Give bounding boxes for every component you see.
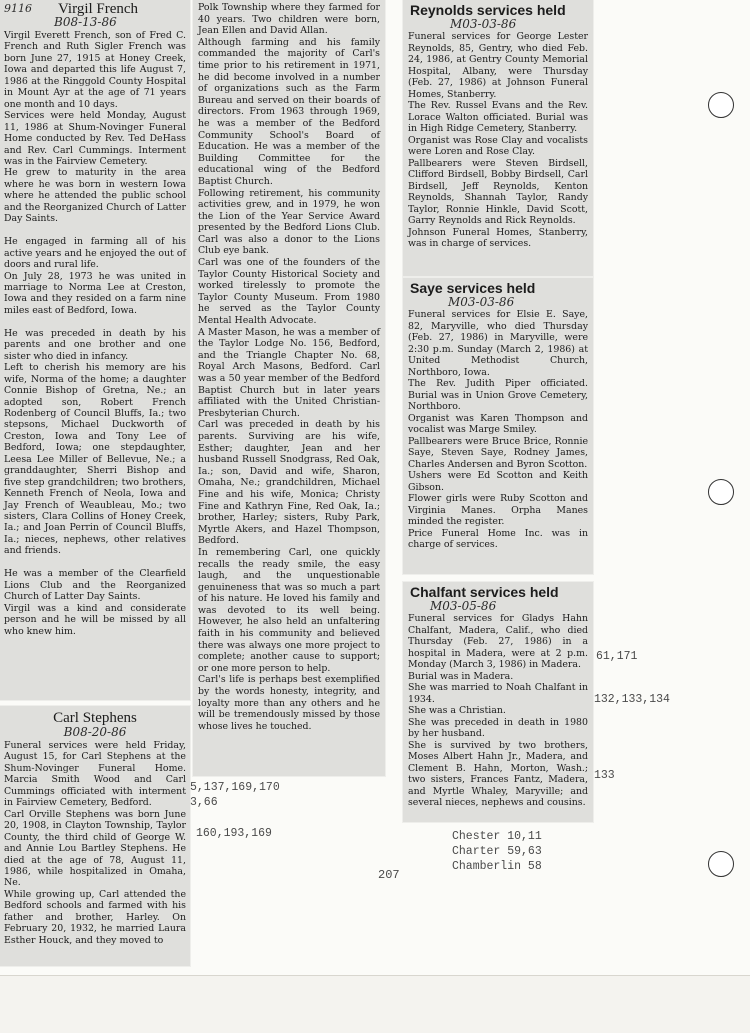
punch-hole xyxy=(708,479,734,505)
obituary-title: Reynolds services held xyxy=(410,2,566,18)
clipping-virgil-french xyxy=(0,0,190,700)
index-note: 3,66 xyxy=(190,796,218,809)
obituary-title: Saye services held xyxy=(410,280,536,296)
punch-hole xyxy=(708,851,734,877)
obituary-title: Virgil French xyxy=(58,1,139,17)
page-number: 207 xyxy=(378,868,400,882)
clipping-reynolds xyxy=(403,0,593,276)
obituary-title: Chalfant services held xyxy=(410,584,559,600)
clipping-date-note: B08-13-86 xyxy=(54,15,117,29)
index-note: 132,133,134 xyxy=(594,693,670,706)
index-note: 160,193,169 xyxy=(196,827,272,840)
obituary-text: Funeral services for Gladys Hahn Chalfant, Madera, Calif., who died Thursday (Feb. 27, 1986) in a hospital in Madera, were at 2 p.m. Monday (March 3, 1986) in Madera. Burial was in Madera. She was married to Noah Chalfant in 1934. She was a Christian. She was preceded in death in 1980 by her husband. She is survived by two brothers, Moses Albert Hahn Jr., Madera, and Clement B. Hahn, Morton, Wash.; two sisters, Frances Fantz, Madera, and Myrtle Whaley, Maryville; and several nieces, nephews and cousins. xyxy=(408,613,588,808)
clipping-date-note: M03-03-86 xyxy=(450,17,517,31)
index-note: 61,171 xyxy=(596,650,638,663)
obituary-title: Carl Stephens xyxy=(53,710,137,726)
index-note: 133 xyxy=(594,769,615,782)
obituary-text: Funeral services for George Lester Reynolds, 85, Gentry, who died Feb. 24, 1986, at Gentry County Memorial Hospital, Albany, were Thursday (Feb. 27, 1986) at Johnson Funeral Homes, Stanberry. The Rev. Russel Evans and the Rev. Lorace Walton officiated. Burial was in High Ridge Cemetery, Stanberry. Organist was Rose Clay and vocalists were Loren and Rose Clay. Pallbearers were Steven Birdsell, Clifford Birdsell, Bobby Birdsell, Carl Birdsell, Jeff Reynolds, Kenton Reynolds, Shannah Taylor, Randy Taylor, Ronnie Hinkle, David Scott, Garry Reynolds and Rick Reynolds. Johnson Funeral Homes, Stanberry, was in charge of services. xyxy=(408,31,588,249)
index-note: Chamberlin 58 xyxy=(452,860,542,873)
obituary-text: Funeral services for Elsie E. Saye, 82, Maryville, who died Thursday (Feb. 27, 1986) in Maryville, were 2:30 p.m. Sunday (March 2, 1986) at United Methodist Church, Northboro, Iowa. The Rev. Judith Piper officiated. Burial was in Union Grove Cemetery, Northboro. Organist was Karen Thompson and vocalist was Marge Smiley. Pallbearers were Bruce Brice, Ronnie Saye, Steven Saye, Rodney James, Charles Andersen and Byron Scotton. Ushers were Ed Scotton and Keith Gibson. Flower girls were Ruby Scotton and Virginia Manes. Orpha Manes minded the register. Price Funeral Home Inc. was in charge of services. xyxy=(408,309,588,550)
clipping-carl-stephens xyxy=(0,706,190,966)
index-note: Chester 10,11 xyxy=(452,830,542,843)
clipping-saye xyxy=(403,278,593,574)
obituary-text: Funeral services were held Friday, August 15, for Carl Stephens at the Shum-Novinger Funeral Home. Marcia Smith Wood and Carl Cummings officiated with interment in Fairview Cemetery, Bedford. Carl Orville Stephens was born June 20, 1908, in Clayton Township, Taylor County, the third child of George W. and Annie Lou Bartley Stephens. He died at the age of 78, August 11, 1986, while hospitalized in Omaha, Ne. While growing up, Carl attended the Bedford schools and farmed with his father and brother, Harley. On February 20, 1932, he married Laura Esther Houck, and they moved to xyxy=(4,740,186,946)
clipping-chalfant xyxy=(403,582,593,822)
clipping-date-note: M03-03-86 xyxy=(448,295,515,309)
clipping-carl-stephens-continued xyxy=(193,0,385,776)
clipping-date-note: B08-20-86 xyxy=(63,725,127,739)
index-note: Charter 59,63 xyxy=(452,845,542,858)
index-note: 5,137,169,170 xyxy=(190,781,280,794)
punch-hole xyxy=(708,92,734,118)
handwritten-index-number: 9116 xyxy=(4,2,32,15)
obituary-text: Virgil Everett French, son of Fred C. French and Ruth Sigler French was born June 27, 1915 at Honey Creek, Iowa and departed this life August 7, 1986 at the Ringgold County Hospital in Mount Ayr at the age of 71 years one month and 10 days. Services were held Monday, August 11, 1986 at Shum-Novinger Funeral Home conducted by Rev. Ted DeHass and Rev. Carl Cummings. Interment was in the Fairview Cemetery. He grew to maturity in the area where he was born in western Iowa where he attended the public school and the Reorganized Church of Latter Day Saints. He engaged in farming all of his active years and he enjoyed the out of doors and rural life. On July 28, 1973 he was united in marriage to Norma Lee at Creston, Iowa and they resided on a farm nine miles east of Bedford, Iowa. He was preceded in death by his parents and one brother and one sister who died in infancy. Left to cherish his memory are his wife, Norma of the home; a daughter Connie Bishop of Gretna, Ne.; an adopted son, Robert French Rodenberg of Council Bluffs, Ia.; two stepsons, Michael Duckworth of Creston, Iowa and Tony Lee of Bedford, Iowa; one stepdaughter, Leesa Lee Miller of Bellevue, Ne.; a granddaughter, Sherri Bishop and five step grandchildren; two brothers, Kenneth French of Neola, Iowa and Jay French of Weaubleau, Mo.; two sisters, Clara Collins of Honey Creek, Ia.; and Joan Perrin of Council Bluffs, Ia.; nieces, nephews, other relatives and friends. He was a member of the Clearfield Lions Club and the Reorganized Church of Latter Day Saints. Virgil was a kind and considerate person and he will be missed by all who knew him. xyxy=(4,30,186,637)
obituary-text: Polk Township where they farmed for 40 years. Two children were born, Jean Ellen and David Allan. Although farming and his family commanded the majority of Carl's time prior to his retirement in 1971, he did become involved in a number of organizations such as the Farm Bureau and served on their boards of directors. From 1963 through 1969, he was a member of the Bedford Community School's Board of Education. He was a member of the Building Committee for the educational wing of the Bedford Baptist Church. Following retirement, his community activities grew, and in 1979, he won the Lion of the Year Service Award presented by the Bedford Lions Club. Carl was also a donor to the Lions Club eye bank. Carl was one of the founders of the Taylor County Historical Society and worked tirelessly to promote the Taylor County Museum. From 1980 he served as the Taylor County Mental Health Advocate. A Master Mason, he was a member of the Taylor Lodge No. 156, Bedford, and the Triangle Chapter No. 68, Royal Arch Masons, Bedford. Carl was a 50 year member of the Bedford Baptist Church but in later years affiliated with the United Christian-Presbyterian Church. Carl was preceded in death by his parents. Surviving are his wife, Esther; daughter, Jean and her husband Russell Snodgrass, Red Oak, Ia.; son, David and wife, Sharon, Omaha, Ne.; grandchildren, Michael Fine and his wife, Monica; Christy Fine and Kathryn Fine, Red Oak, Ia.; brother, Harley; sisters, Ruby Park, Myrtle Akers, and Hazel Thompson, Bedford. In remembering Carl, one quickly recalls the ready smile, the easy laugh, and the unquestionable genuineness that was so much a part of his nature. He loved his family and was devoted to its well being. However, he also held an unfaltering faith in his community and believed there was always one more project to complete; another cause to support; or one more person to help. Carl's life is perhaps best exemplified by the words honesty, integrity, and loyalty more than any others and he will be tremendously missed by those whose lives he touched. xyxy=(198,2,380,732)
clipping-date-note: M03-05-86 xyxy=(430,599,497,613)
